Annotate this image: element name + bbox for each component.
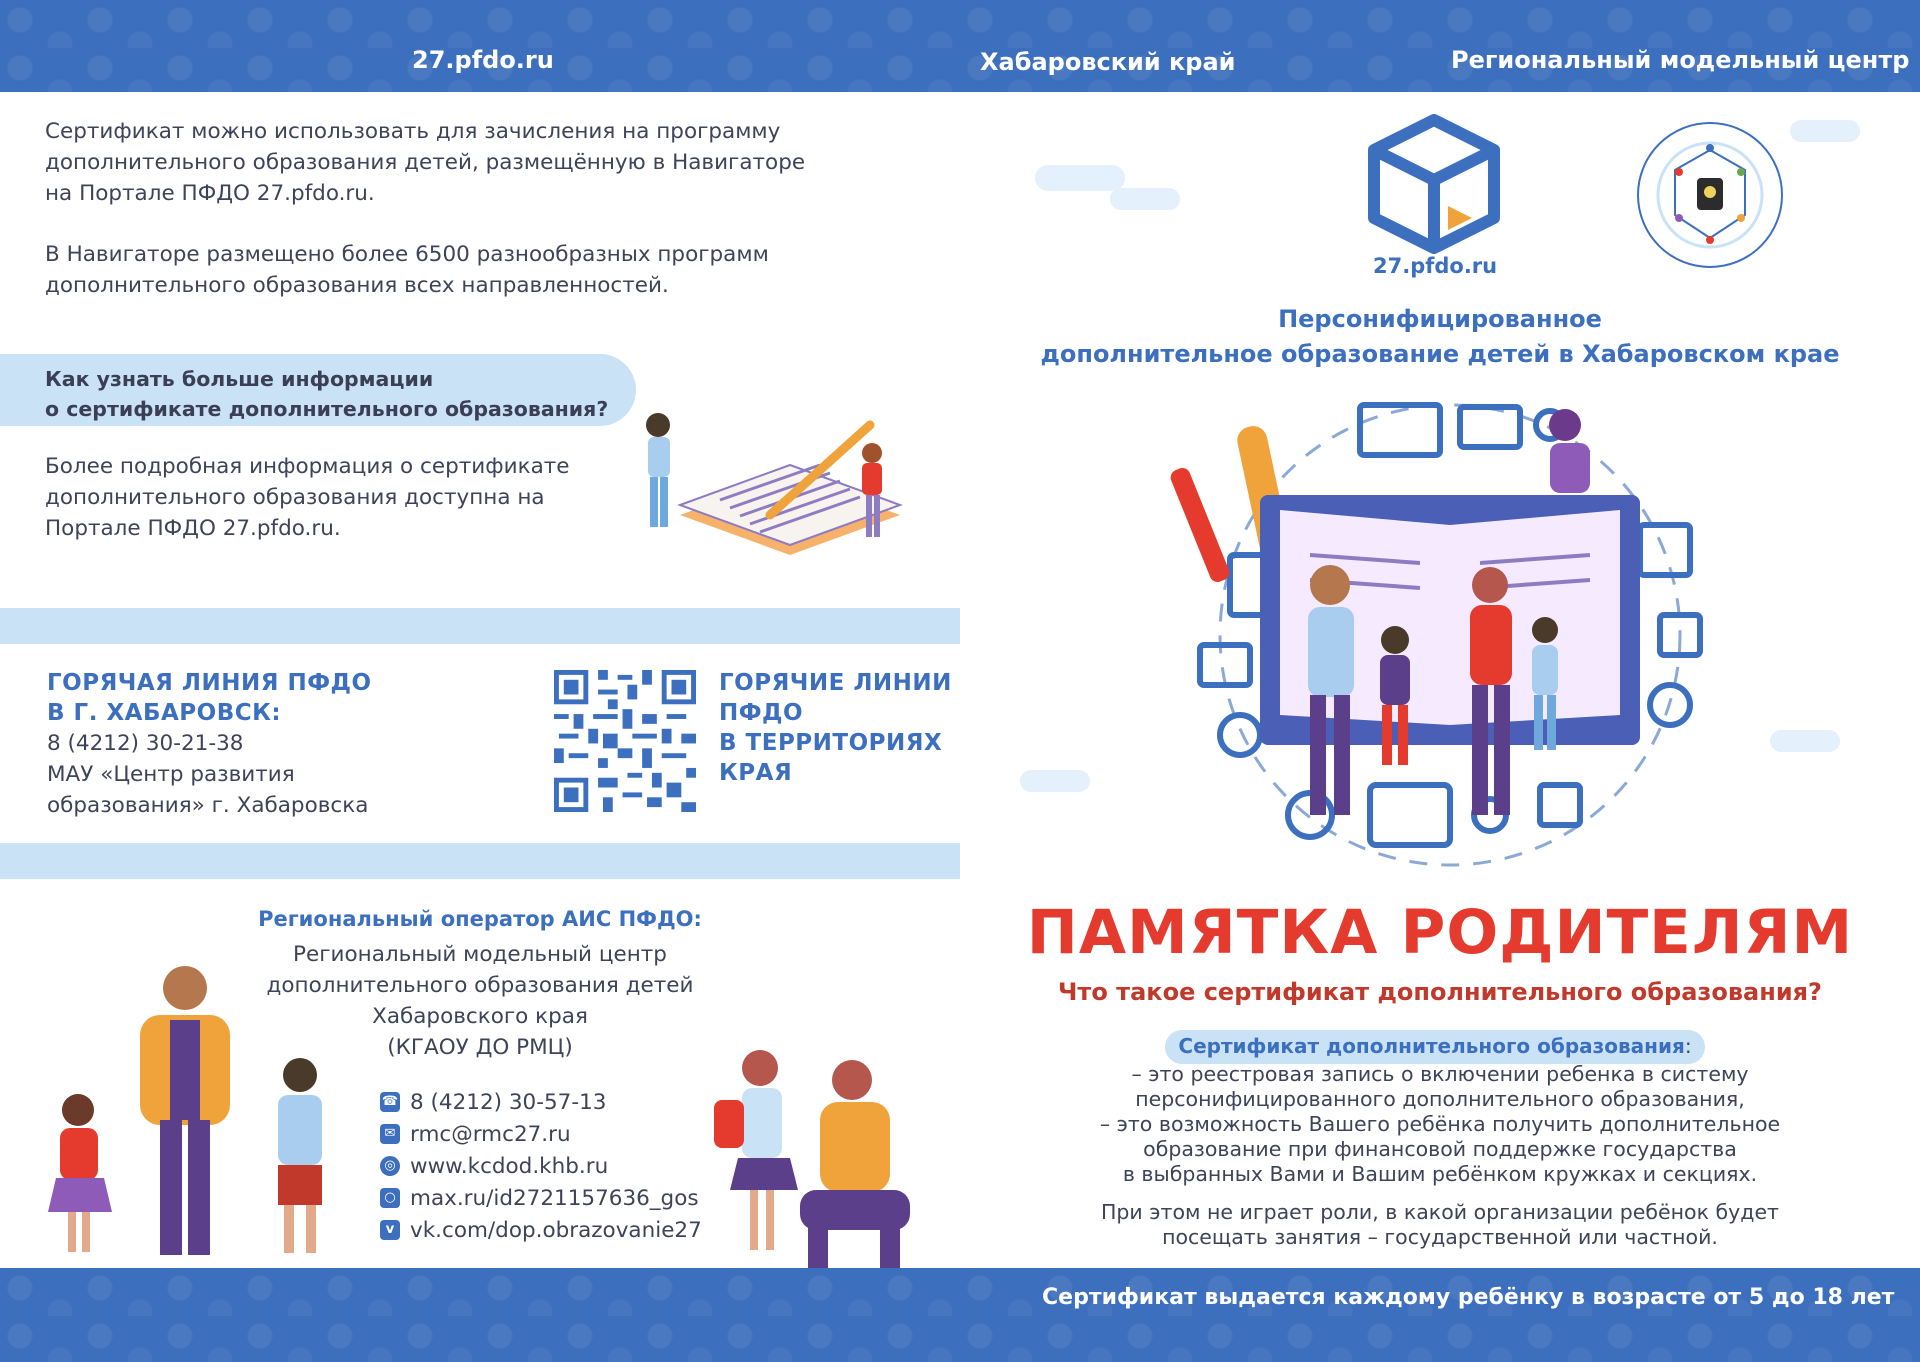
cloud-decoration <box>1770 730 1840 752</box>
operator-details: Региональный модельный центр дополнительного образования детей Хабаровского края (КГАОУ ДО РМЦ) <box>266 942 694 1060</box>
site-url[interactable]: 27.pfdo.ru <box>412 46 554 74</box>
certificate-label-text: Сертификат дополнительного образования <box>1178 1034 1685 1058</box>
max-icon: ○ <box>380 1188 400 1208</box>
qr-code[interactable] <box>554 670 696 812</box>
contact-vk-text: vk.com/dop.obrazovanie27 <box>410 1217 702 1243</box>
question-text: Как узнать больше информации о сертификате дополнительного образования? <box>45 367 609 421</box>
contact-email[interactable] <box>380 1119 571 1149</box>
pfdo-logo-icon[interactable] <box>1364 114 1504 254</box>
contact-vk[interactable] <box>380 1215 702 1245</box>
contact-phone[interactable] <box>380 1087 606 1117</box>
education-book-illustration <box>1170 385 1730 885</box>
qr-code-icon <box>554 670 696 812</box>
contact-website[interactable] <box>380 1151 608 1181</box>
certificate-note: При этом не играет роли, в какой организации ребёнок будет посещать занятия – государственной или частной. <box>1101 1200 1779 1249</box>
logo-caption[interactable]: 27.pfdo.ru <box>1373 254 1498 278</box>
contact-max-text: max.ru/id2721157636_gos <box>410 1185 699 1211</box>
mail-icon: ✉ <box>380 1124 400 1144</box>
certificate-definition: – это реестровая запись о включении ребенка в систему персонифицированного дополнительного образования, – это возможность Вашего ребёнка получить дополнительное образование при финансовой поддержке государства в выбранных Вами и Вашим ребёнком кружках и секциях. <box>1099 1062 1781 1186</box>
vk-icon: v <box>380 1220 400 1240</box>
program-title-line1: Персонифицированное <box>1278 305 1602 333</box>
hotline-details: 8 (4212) 30-21-38 МАУ «Центр развития образования» г. Хабаровска <box>47 731 369 818</box>
contact-website-text: www.kcdod.khb.ru <box>410 1153 609 1179</box>
kids-notebook-illustration <box>630 405 930 585</box>
cloud-decoration <box>1035 165 1125 191</box>
contact-max[interactable] <box>380 1183 699 1213</box>
family-illustration <box>20 960 340 1265</box>
program-title-line2: дополнительное образование детей в Хабаровском крае <box>1040 340 1840 368</box>
region-label: Хабаровский край <box>980 48 1236 76</box>
sub-heading: Что такое сертификат дополнительного образования? <box>1058 978 1822 1006</box>
info-paragraph: Более подробная информация о сертификате дополнительного образования доступна на Портале ПФДО 27.pfdo.ru. <box>45 454 570 541</box>
intro-paragraph: Сертификат можно использовать для зачисления на программу дополнительного образования детей, размещённую в Навигаторе на Портале ПФДО 27.pfdo.ru. <box>45 119 806 206</box>
certificate-label <box>1165 1034 1705 1058</box>
center-label: Региональный модельный центр <box>1451 46 1910 74</box>
navigator-paragraph: В Навигаторе размещено более 6500 разнообразных программ дополнительного образования всех направленностей. <box>45 242 769 298</box>
phone-icon: ☎ <box>380 1092 400 1112</box>
certificate-label-colon: : <box>1684 1034 1692 1058</box>
regional-center-seal-icon <box>1635 120 1785 270</box>
cloud-decoration <box>1020 770 1090 792</box>
hotline-title: ГОРЯЧАЯ ЛИНИЯ ПФДО В Г. ХАБАРОВСК: <box>47 670 372 726</box>
cloud-decoration <box>1790 120 1860 142</box>
operator-title: Региональный оператор АИС ПФДО: <box>258 907 702 931</box>
bottom-banner <box>0 1268 1920 1362</box>
divider-strip-bottom <box>0 843 960 879</box>
bottom-banner-text: Сертификат выдается каждому ребёнку в возрасте от 5 до 18 лет <box>1042 1285 1895 1310</box>
contact-phone-text: 8 (4212) 30-57-13 <box>410 1089 607 1115</box>
mother-daughter-illustration <box>700 1040 930 1300</box>
cloud-decoration <box>1110 188 1180 210</box>
main-heading: ПАМЯТКА РОДИТЕЛЯМ <box>1026 897 1854 968</box>
territory-hotlines: ГОРЯЧИЕ ЛИНИИ ПФДО В ТЕРРИТОРИЯХ КРАЯ <box>719 670 952 786</box>
contact-email-text: rmc@rmc27.ru <box>410 1121 571 1147</box>
globe-icon: ◎ <box>380 1156 400 1176</box>
divider-strip-top <box>0 608 960 644</box>
